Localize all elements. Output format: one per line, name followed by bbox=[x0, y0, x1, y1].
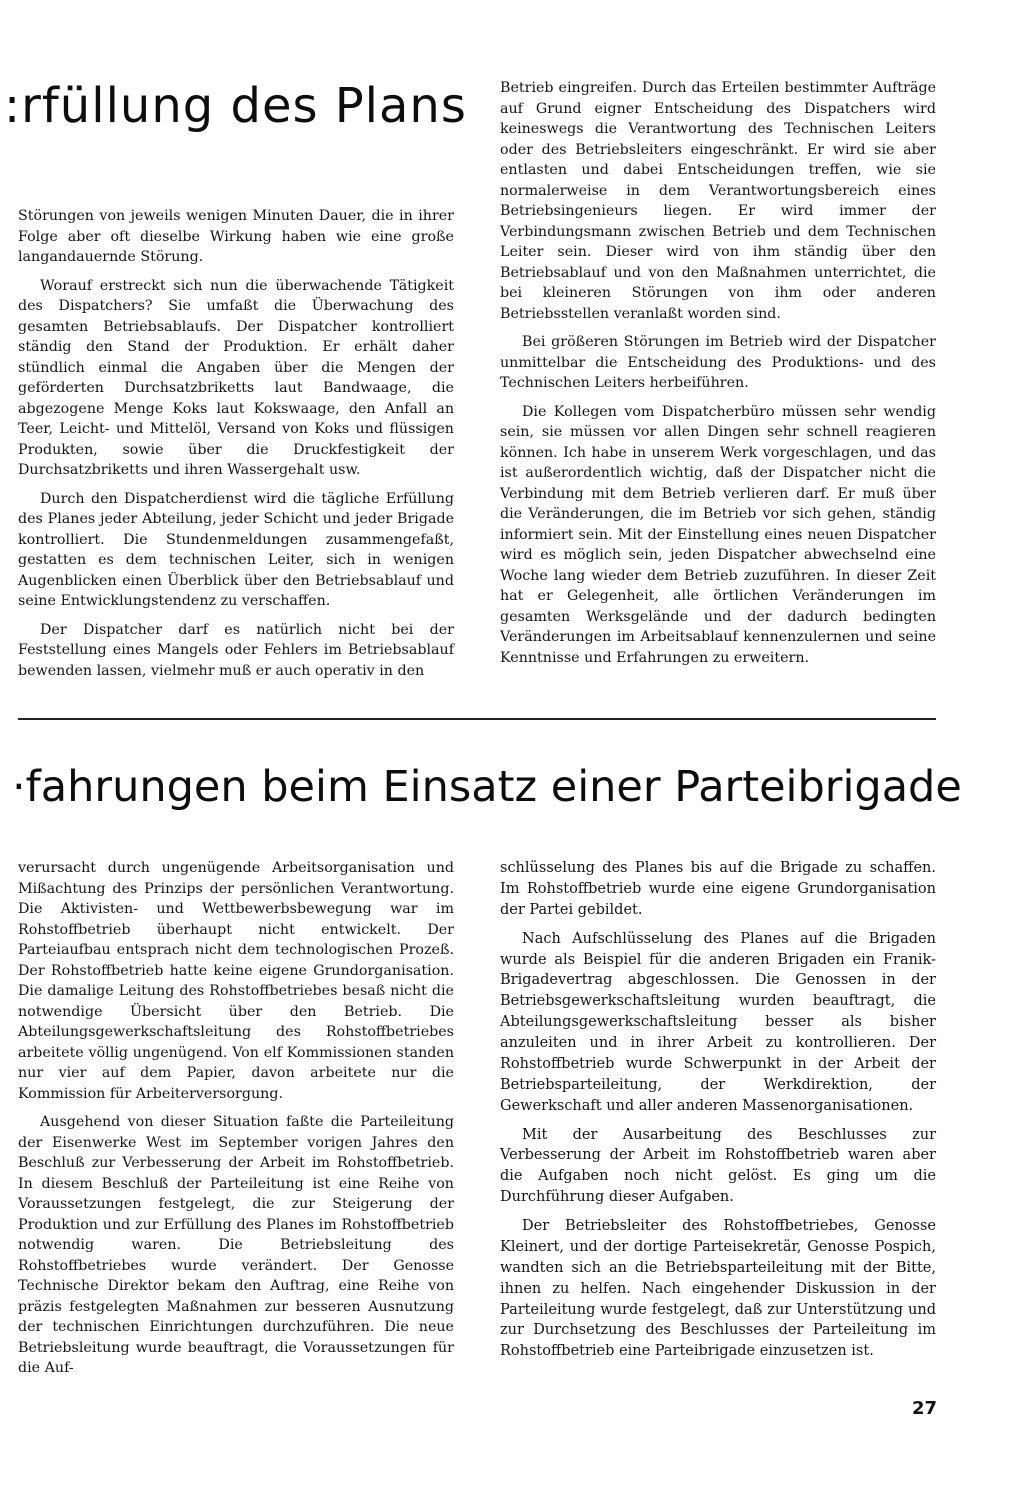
section-divider bbox=[18, 718, 936, 720]
paragraph: verursacht durch ungenügende Arbeitsorganisation und Mißachtung des Prinzips der persönlichen Verantwortung. Die Aktivisten- und Wettbewerbsbewegung war im Rohstoffbetrieb überhaupt nicht entwickelt. Der Parteiaufbau entsprach nicht dem technologischen Prozeß. Der Rohstoffbetrieb hatte keine eigene Grundorganisation. Die damalige Leitung des Rohstoffbetriebes besaß nicht die notwendige Übersicht über den Betrieb. Die Abteilungsgewerkschaftsleitung des Rohstoffbetriebes arbeitete völlig ungenügend. Von elf Kommissionen standen nur vier auf dem Papier, davon arbeitete nur die Kommission für Arbeiterversorgung. bbox=[18, 860, 454, 1102]
paragraph: Der Dispatcher darf es natürlich nicht bei der Feststellung eines Mangels oder Fehlers im Betriebsablauf bewenden lassen, vielmehr muß er auch operativ in den bbox=[18, 621, 454, 679]
paragraph: Störungen von jeweils wenigen Minuten Dauer, die in ihrer Folge aber oft dieselbe Wirkung haben wie eine große langandauernde Störung. bbox=[18, 208, 454, 266]
paragraph: schlüsselung des Planes bis auf die Brigade zu schaffen. Im Rohstoffbetrieb wurde eine eigene Grundorganisation der Partei gebildet. bbox=[500, 860, 936, 918]
paragraph: Der Betriebsleiter des Rohstoffbetriebes, Genosse Kleinert, und der dortige Parteisekretär, Genosse Pospich, wandten sich an die Betriebsparteileitung mit der Bitte, ihnen zu helfen. Nach eingehender Diskussion in der Parteileitung wurde festgelegt, daß zur Unterstützung und zur Durchsetzung des Beschlusses der Parteileitung im Rohstoffbetrieb eine Parteibrigade einzusetzen ist. bbox=[500, 1218, 936, 1360]
article1-column-left bbox=[18, 206, 454, 689]
page-number: 27 bbox=[912, 1398, 938, 1419]
paragraph: Betrieb eingreifen. Durch das Erteilen bestimmter Aufträge auf Grund eigner Entscheidung des Dispatchers wird keineswegs die Verantwortung des Technischen Leiters oder des Betriebsleiters eingeschränkt. Er wird sie aber entlasten und dabei Entscheidungen treffen, wie sie normalerweise in dem Verantwortungsbereich eines Betriebsingenieurs liegen. Er wird immer der Verbindungsmann zwischen Betrieb und dem Technischen Leiter sein. Dieser wird von ihm ständig über den Betriebsablauf und von den Maßnahmen unterrichtet, die bei kleineren Störungen von ihm oder anderen Betriebsstellen veranlaßt worden sind. bbox=[500, 80, 936, 322]
article1-column-right bbox=[500, 78, 936, 676]
article1-title: :rfüllung des Plans bbox=[4, 78, 467, 134]
article2-column-left bbox=[18, 858, 454, 1387]
paragraph: Die Kollegen vom Dispatcherbüro müssen sehr wendig sein, sie müssen vor allen Dingen sehr schnell reagieren können. Ich habe in unserem Werk vorgeschlagen, und das ist außerordentlich wichtig, daß der Dispatcher nicht die Verbindung mit dem Betrieb verlieren darf. Er muß über die Veränderungen, die im Betrieb vor sich gehen, ständig informiert sein. Mit der Einstellung eines neuen Dispatcher wird es möglich sein, jeden Dispatcher abwechselnd eine Woche lang wieder dem Betrieb zuzuführen. In dieser Zeit hat er Gelegenheit, alle örtlichen Veränderungen im gesamten Werksgelände und der dadurch bedingten Veränderungen im Arbeitsablauf kennenzulernen und seine Kenntnisse und Erfahrungen zu erweitern. bbox=[500, 403, 936, 666]
article2-title: ·fahrungen beim Einsatz einer Parteibrigade bbox=[12, 762, 962, 812]
paragraph: Ausgehend von dieser Situation faßte die Parteileitung der Eisenwerke West im September vorigen Jahres den Beschluß zur Verbesserung der Arbeit im Rohstoffbetrieb. In diesem Beschluß der Parteileitung ist eine Reihe von Voraussetzungen festgelegt, die zur Steigerung der Produktion und zur Erfüllung des Planes im Rohstoffbetrieb notwendig waren. Die Betriebsleitung des Rohstoffbetriebes wurde verändert. Der Genosse Technische Direktor bekam den Auftrag, eine Reihe von präzis festgelegten Maßnahmen zur besseren Ausnutzung der technischen Einrichtungen durchzuführen. Die neue Betriebsleitung wurde beauftragt, die Voraussetzungen für die Auf- bbox=[18, 1114, 454, 1377]
paragraph: Nach Aufschlüsselung des Planes auf die Brigaden wurde als Beispiel für die anderen Brigaden ein Franik-Brigadevertrag abgeschlossen. Die Genossen in der Betriebsgewerkschaftsleitung wurden beauftragt, die Abteilungsgewerkschaftsleitung besser als bisher anzuleiten und in ihrer Arbeit zu kontrollieren. Der Rohstoffbetrieb wurde Schwerpunkt in der Arbeit der Betriebsparteileitung, der Werkdirektion, der Gewerkschaft und aller anderen Massenorganisationen. bbox=[500, 930, 936, 1114]
paragraph: Mit der Ausarbeitung des Beschlusses zur Verbesserung der Arbeit im Rohstoffbetrieb waren aber die Aufgaben noch nicht gelöst. Es ging um die Durchführung dieser Aufgaben. bbox=[500, 1126, 936, 1206]
paragraph: Worauf erstreckt sich nun die überwachende Tätigkeit des Dispatchers? Sie umfaßt die Überwachung des gesamten Betriebsablaufs. Der Dispatcher kontrolliert ständig den Stand der Produktion. Er erhält daher stündlich einmal die Angaben über die Mengen der geförderten Durchsatzbriketts laut Bandwaage, die abgezogene Menge Koks laut Kokswaage, den Anfall an Teer, Leicht- und Mittelöl, Versand von Koks und flüssigen Produkten, sowie über die Druckfestigkeit der Durchsatzbriketts und ihren Wassergehalt usw. bbox=[18, 277, 454, 479]
paragraph: Bei größeren Störungen im Betrieb wird der Dispatcher unmittelbar die Entscheidung des Produktions- und des Technischen Leiters herbeiführen. bbox=[500, 334, 936, 392]
article2-column-right bbox=[500, 858, 936, 1370]
paragraph: Durch den Dispatcherdienst wird die tägliche Erfüllung des Planes jeder Abteilung, jeder Schicht und jeder Brigade kontrolliert. Die Stundenmeldungen zusammengefaßt, gestatten es dem technischen Leiter, sich in wenigen Augenblicken einen Überblick über den Betriebsablauf und seine Entwicklungstendenz zu verschaffen. bbox=[18, 490, 454, 610]
